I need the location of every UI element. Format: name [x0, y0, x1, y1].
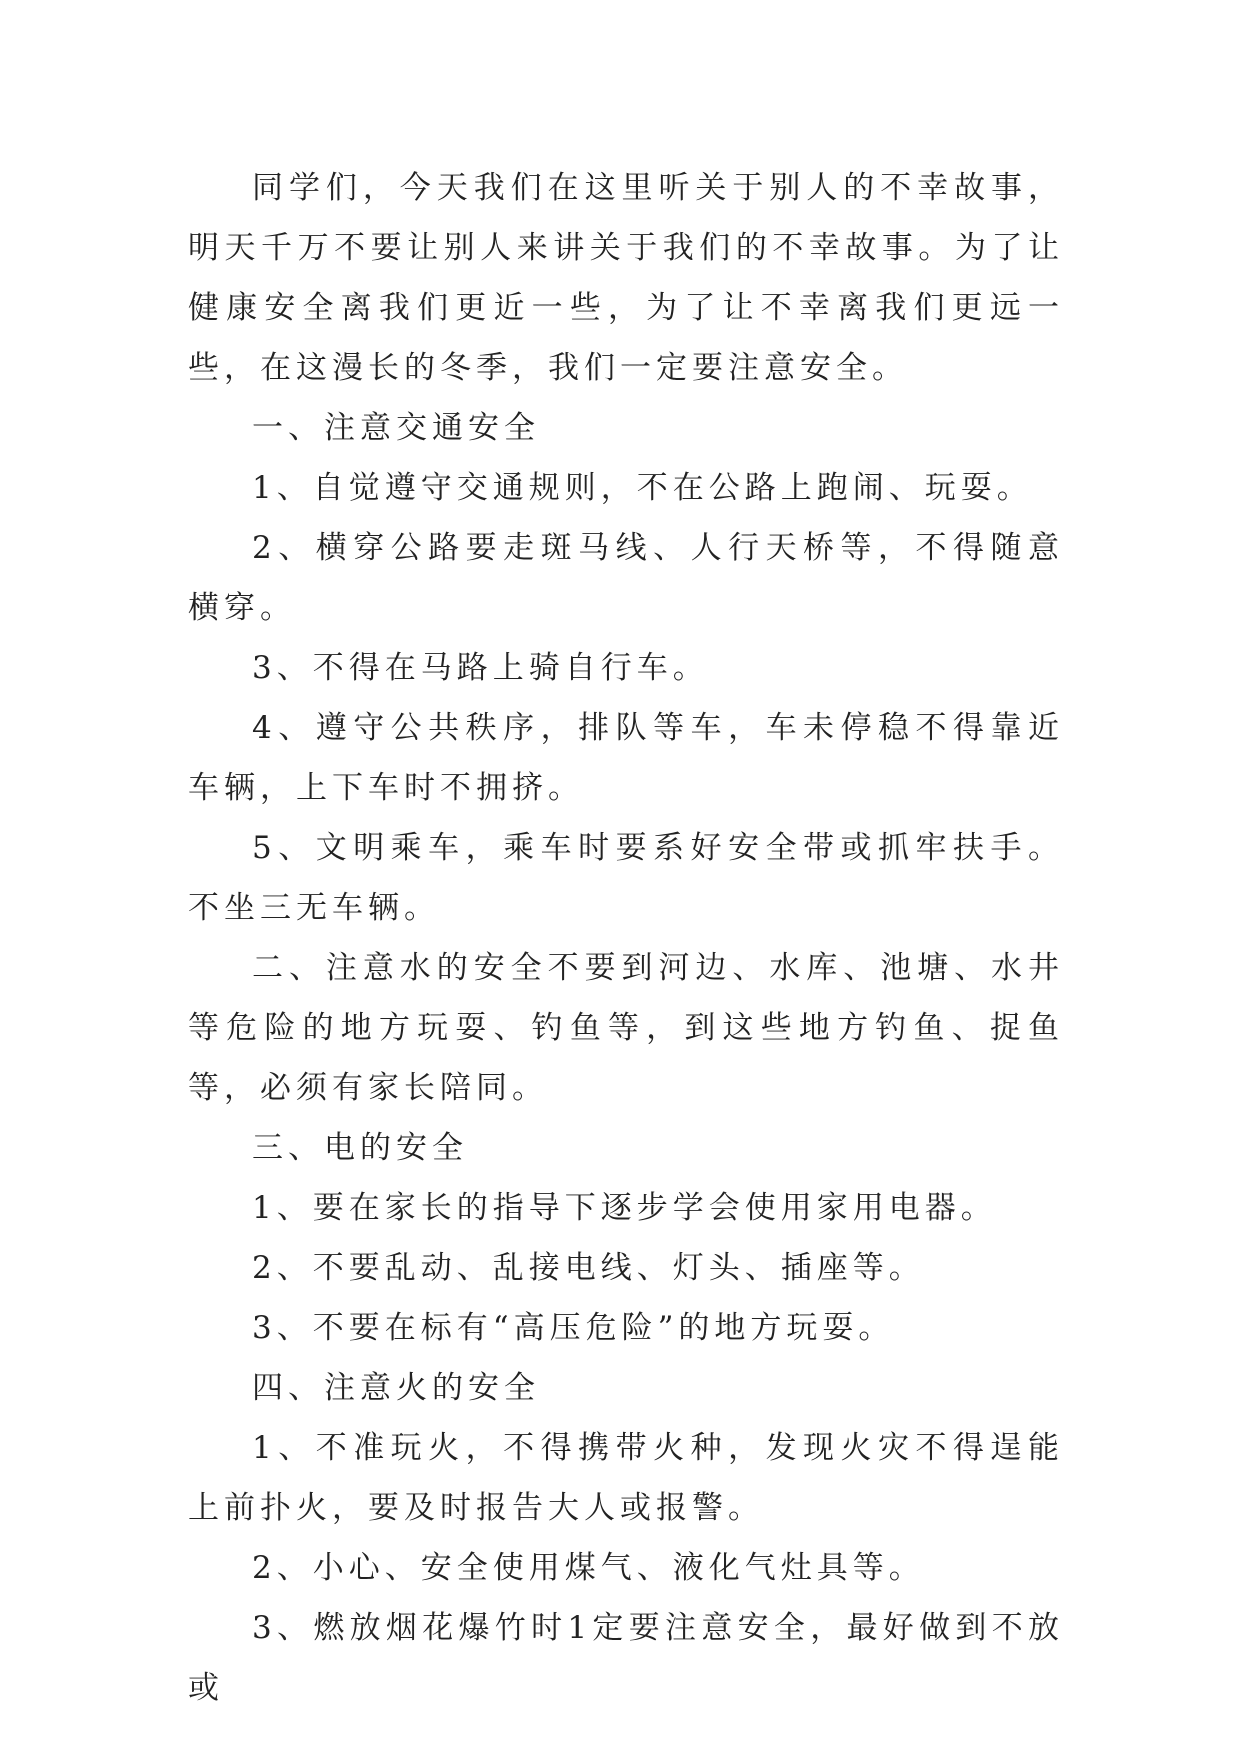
- electricity-item-3: 3、不要在标有“高压危险”的地方玩耍。: [252, 1310, 895, 1346]
- traffic-item-5: 5、文明乘车，乘车时要系好安全带或抓牢扶手。不坐三无车辆。: [188, 830, 1064, 926]
- fire-item-1: 1、不准玩火，不得携带火种，发现火灾不得逞能上前扑火，要及时报告大人或报警。: [188, 1430, 1064, 1526]
- section-heading-traffic: 一、注意交通安全: [252, 410, 540, 446]
- fire-item-2: 2、小心、安全使用煤气、液化气灶具等。: [252, 1550, 925, 1586]
- fire-item-3: 3、燃放烟花爆竹时1定要注意安全，最好做到不放或: [188, 1610, 1064, 1706]
- section-water-safety: 二、注意水的安全不要到河边、水库、池塘、水井等危险的地方玩耍、钓鱼等，到这些地方钓鱼、捉鱼等，必须有家长陪同。: [188, 950, 1064, 1106]
- document-body: [188, 158, 1064, 1718]
- electricity-item-1: 1、要在家长的指导下逐步学会使用家用电器。: [252, 1190, 997, 1226]
- section-heading-fire: 四、注意火的安全: [252, 1370, 540, 1406]
- traffic-item-2: 2、横穿公路要走斑马线、人行天桥等，不得随意横穿。: [188, 530, 1064, 626]
- traffic-item-3: 3、不得在马路上骑自行车。: [252, 650, 709, 686]
- electricity-item-2: 2、不要乱动、乱接电线、灯头、插座等。: [252, 1250, 925, 1286]
- intro-paragraph: 同学们，今天我们在这里听关于别人的不幸故事，明天千万不要让别人来讲关于我们的不幸故事。为了让健康安全离我们更近一些，为了让不幸离我们更远一些，在这漫长的冬季，我们一定要注意安全。: [188, 170, 1064, 386]
- traffic-item-1: 1、自觉遵守交通规则，不在公路上跑闹、玩耍。: [252, 470, 1033, 506]
- section-heading-electricity: 三、电的安全: [252, 1130, 468, 1166]
- traffic-item-4: 4、遵守公共秩序，排队等车，车未停稳不得靠近车辆，上下车时不拥挤。: [188, 710, 1064, 806]
